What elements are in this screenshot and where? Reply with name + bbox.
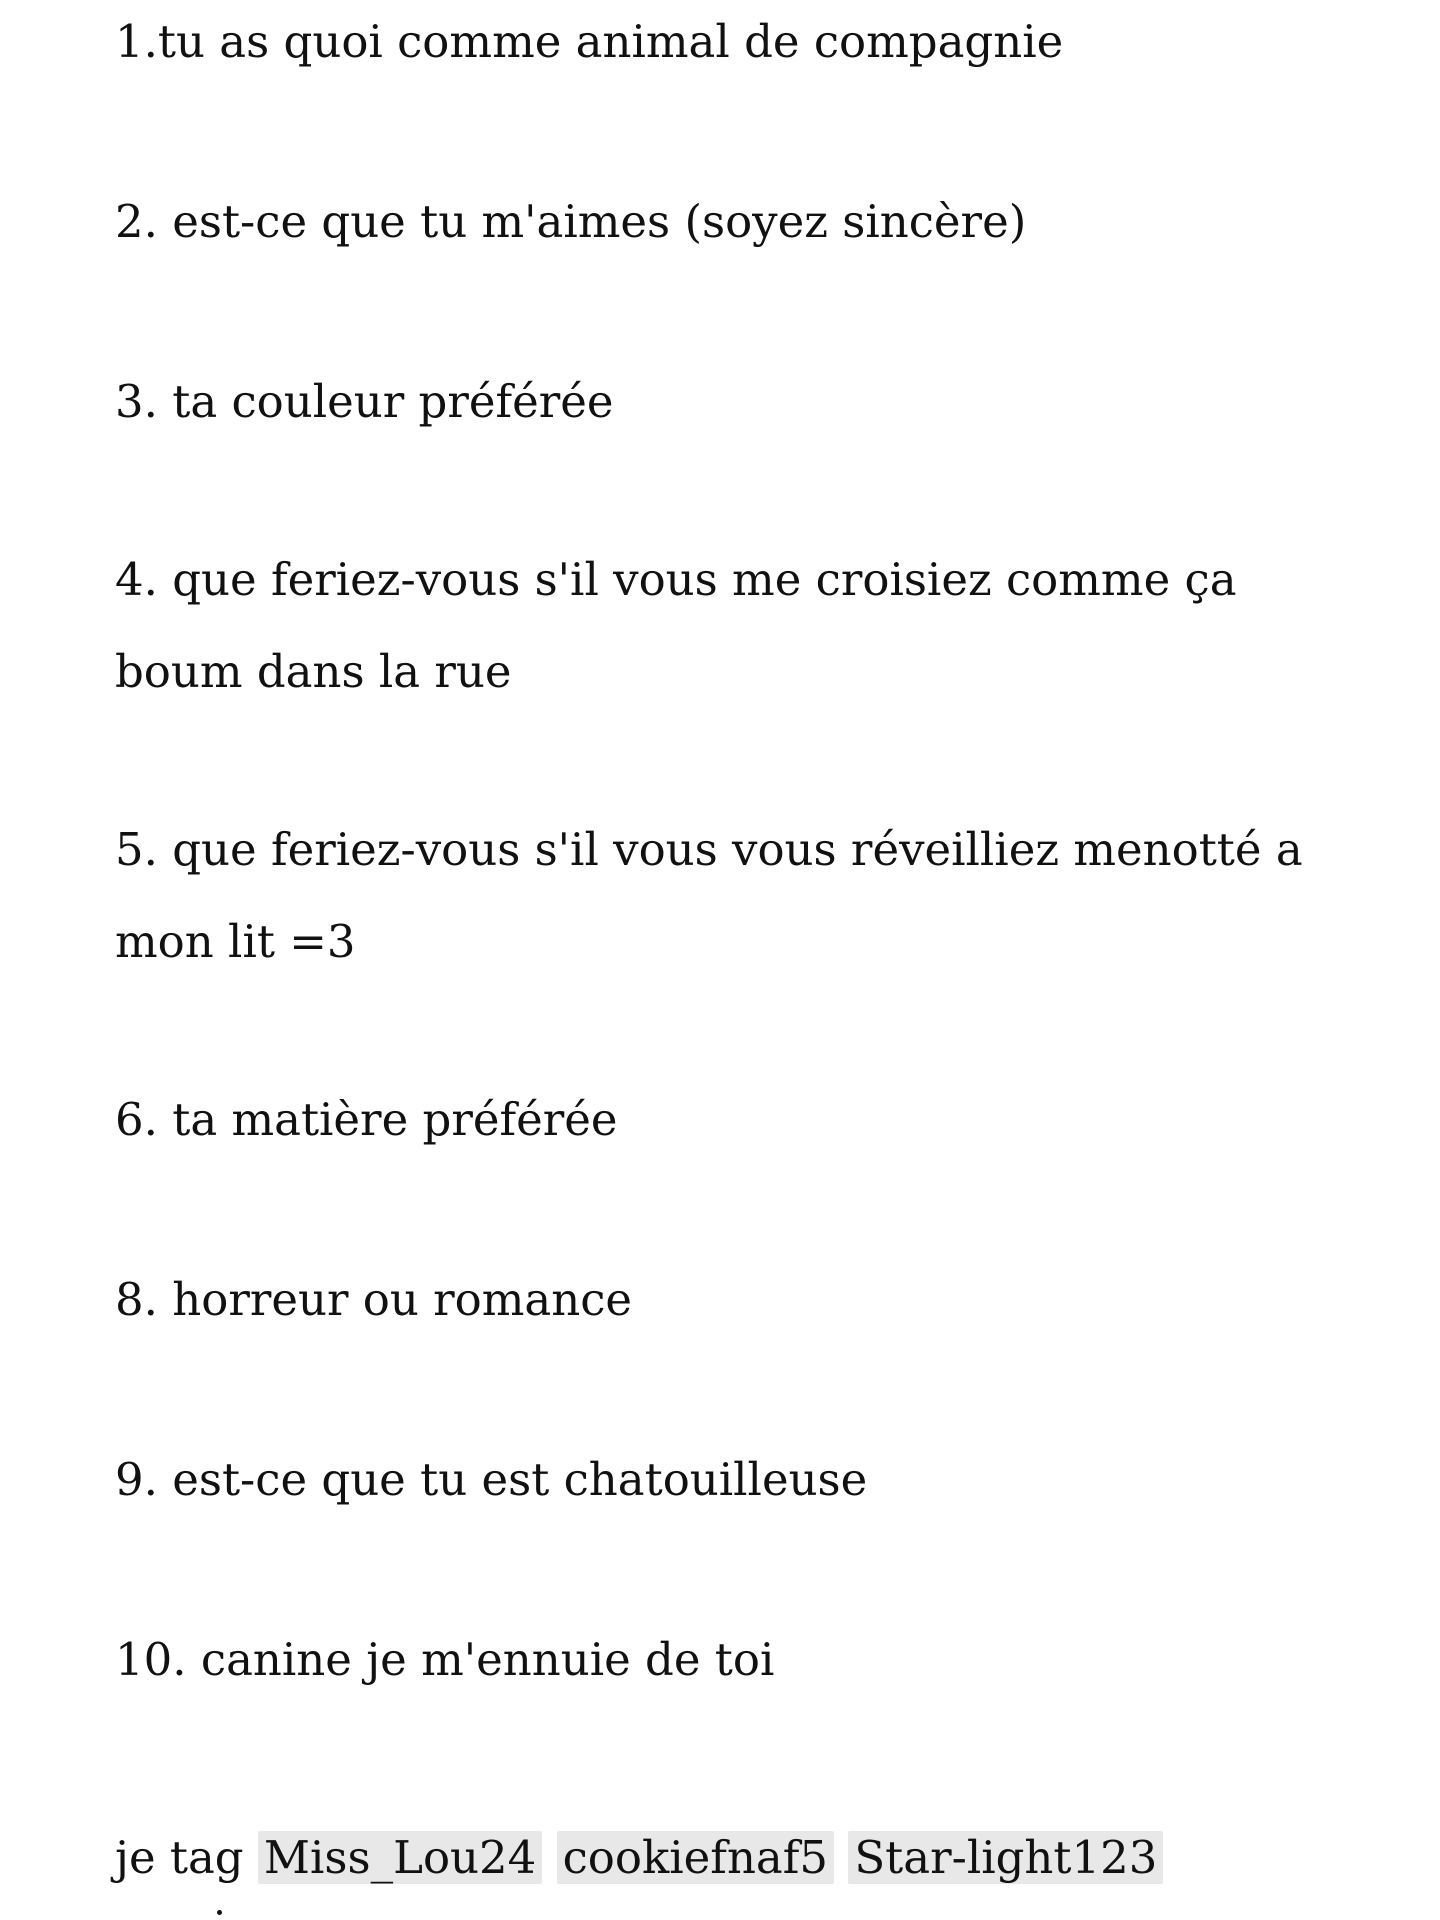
question-10: 10. canine je m'ennuie de toi [115, 1633, 775, 1686]
question-8: 8. horreur ou romance [115, 1273, 633, 1326]
question-3: 3. ta couleur préférée [115, 375, 614, 428]
question-5: 5. que feriez-vous s'il vous vous réveilliez menotté a mon lit =3 [115, 823, 1303, 968]
mention-star-light123[interactable]: Star-light123 [848, 1831, 1163, 1884]
mention-miss-lou24[interactable]: Miss_Lou24 [258, 1831, 542, 1884]
question-1: 1.tu as quoi comme animal de compagnie [115, 15, 1064, 68]
question-2: 2. est-ce que tu m'aimes (soyez sincère) [115, 195, 1027, 248]
mention-cookiefnaf5[interactable]: cookiefnaf5 [557, 1831, 834, 1884]
question-4: 4. que feriez-vous s'il vous me croisiez comme ça boum dans la rue [115, 553, 1237, 698]
question-6: 6. ta matière préférée [115, 1093, 618, 1146]
cut-off-text-fragment [217, 1910, 222, 1915]
tag-line [115, 1812, 1163, 1904]
tag-prefix: je tag [115, 1831, 244, 1884]
question-9: 9. est-ce que tu est chatouilleuse [115, 1453, 868, 1506]
